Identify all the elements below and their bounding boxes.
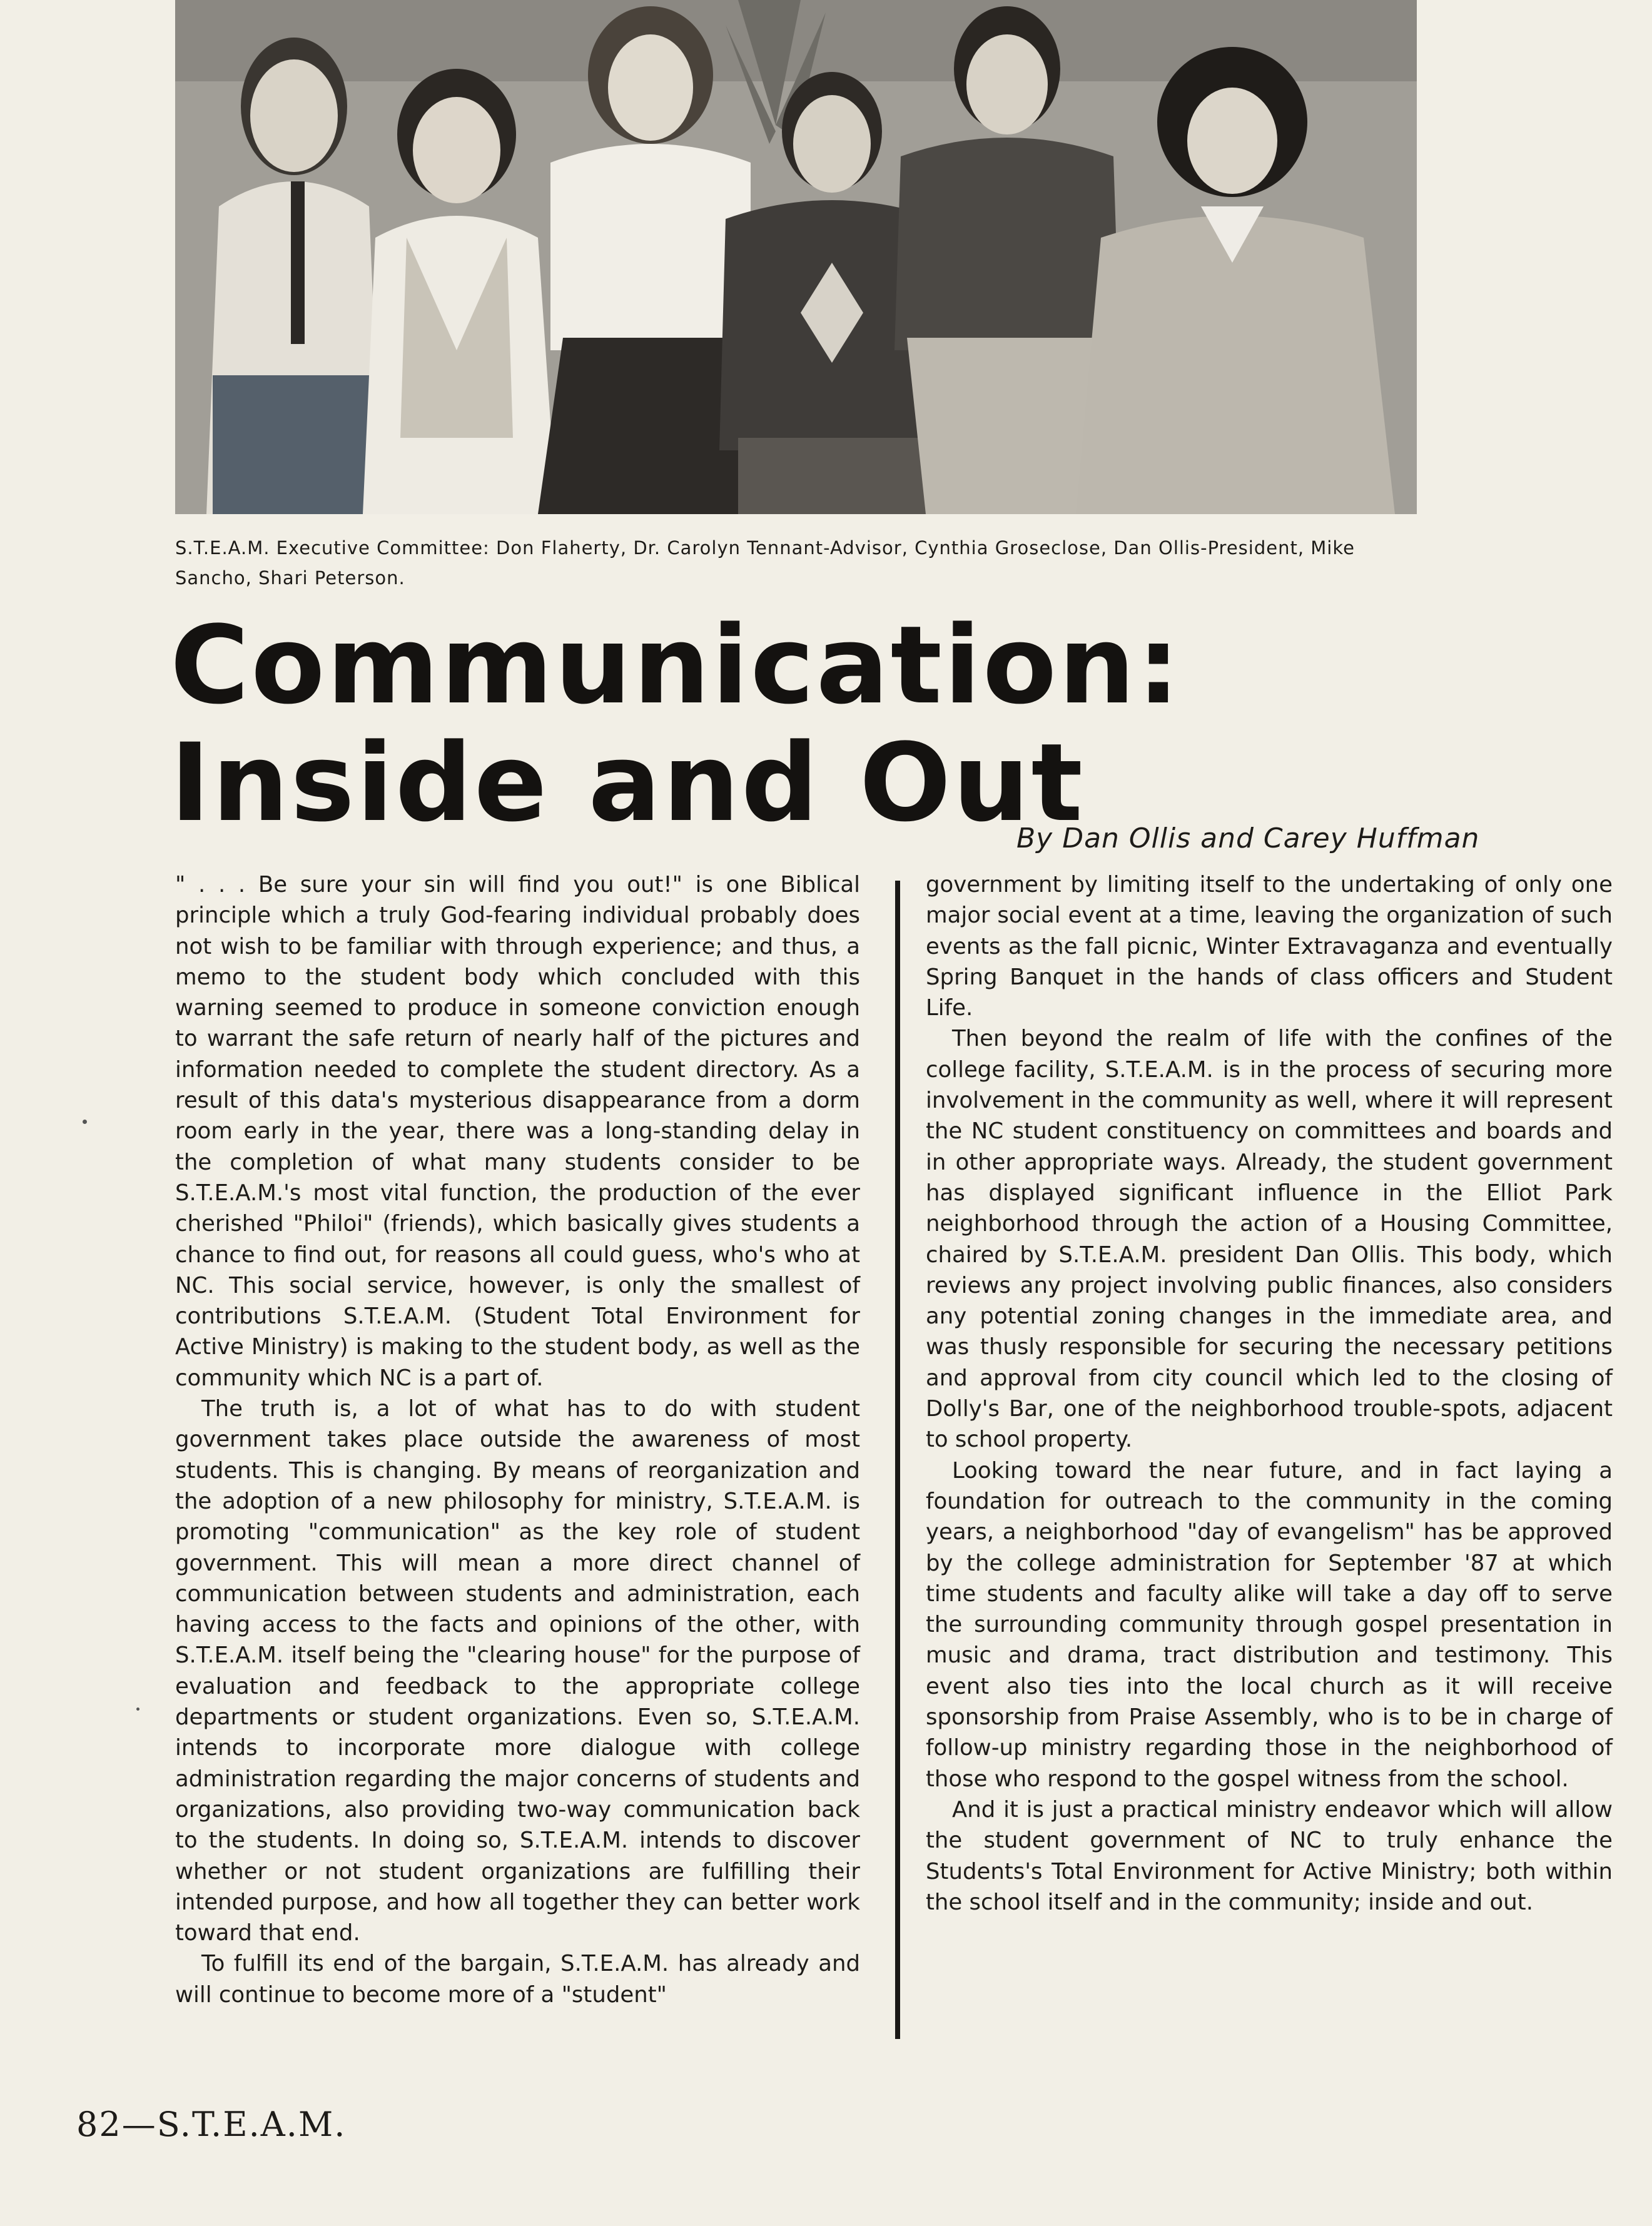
article-column-right — [926, 869, 1613, 1918]
headline-line-1: Communication: — [170, 602, 1182, 728]
print-speck — [83, 1120, 87, 1124]
headline — [170, 602, 1421, 846]
paragraph: government by limiting itself to the undertaking of only one major social event at a time, leaving the organization of such events as the fall picnic, Winter Extravaganza and eventually Spring Banquet in the hands of class officers and Student Life. — [926, 872, 1613, 1021]
page-folio: 82—S.T.E.A.M. — [76, 2105, 347, 2144]
photo-caption: S.T.E.A.M. Executive Committee: Don Flaherty, Dr. Carolyn Tennant-Advisor, Cynthia Groseclose, Dan Ollis-President, Mike Sancho, Shari Peterson. — [175, 537, 1355, 589]
paragraph: Looking toward the near future, and in fact laying a foundation for outreach to the community in the coming years, a neighborhood "day of evangelism" has be approved by the college administration for September '87 at which time students and faculty alike will take a day off to serve the surrounding community through gospel presentation in music and drama, tract distribution and testimony. This event also ties into the local church as it will receive sponsorship from Praise Assembly, who is to be in charge of follow-up ministry regarding those in the neighborhood of those who respond to the gospel witness from the school. — [926, 1457, 1613, 1792]
paragraph: Then beyond the realm of life with the confines of the college facility, S.T.E.A.M. is in the process of securing more involvement in the community as well, where it will represent the NC student constituency on committees and boards and in other appropriate ways. Already, the student government has displayed significant influence in the Elliot Park neighborhood through the action of a Housing Committee, chaired by S.T.E.A.M. president Dan Ollis. This body, which reviews any project involving public finances, also considers any potential zoning changes in the immediate area, and was thusly responsible for securing the necessary petitions and approval from city council which led to the closing of Dolly's Bar, one of the neighborhood trouble-spots, adjacent to school property. — [926, 1026, 1613, 1453]
paragraph: And it is just a practical ministry endeavor which will allow the student government of NC to truly enhance the Students's Total Environment for Active Ministry; both within the school itself and in the community; inside and out. — [926, 1796, 1613, 1915]
headline-line-2: Inside and Out — [170, 720, 1085, 846]
paragraph: The truth is, a lot of what has to do with student government takes place outside the awareness of most students. This is changing. By means of reorganization and the adoption of a new philosophy for ministry, S.T.E.A.M. is promoting "communication" as the key role of student government. This will mean a more direct channel of communication between students and administration, each having access to the facts and opinions of the other, with S.T.E.A.M. itself being the "clearing house" for the purpose of evaluation and feedback to the appropriate college departments or student organizations. Even so, S.T.E.A.M. intends to incorporate more dialogue with college administration regarding the major concerns of students and organizations, also providing two-way communication back to the students. In doing so, S.T.E.A.M. intends to discover whether or not student organizations are fulfilling their intended purpose, and how all together they can better work toward that end. — [175, 1396, 860, 1946]
paragraph: To fulfill its end of the bargain, S.T.E.A.M. has already and will continue to become more of a "student" — [175, 1951, 860, 2008]
byline: By Dan Ollis and Carey Huffman — [1016, 822, 1480, 854]
group-photo-icon — [175, 0, 1417, 514]
print-speck — [136, 1707, 139, 1711]
article-column-left — [175, 869, 860, 2010]
column-divider — [895, 881, 900, 2039]
group-photo — [175, 0, 1417, 514]
paragraph: " . . . Be sure your sin will find you out!" is one Biblical principle which a truly God-fearing individual probably does not wish to be familiar with through experience; and thus, a memo to the student body which concluded with this warning seemed to produce in someone conviction enough to warrant the safe return of nearly half of the pictures and information needed to complete the student directory. As a result of this data's mysterious disappearance from a dorm room early in the year, there was a long-standing delay in the completion of what many students consider to be S.T.E.A.M.'s most vital function, the production of the ever cherished "Philoi" (friends), which basically gives students a chance to find out, for reasons all could guess, who's who at NC. This social service, however, is only the smallest of contributions S.T.E.A.M. (Student Total Environment for Active Ministry) is making to the student body, as well as the community which NC is a part of. — [175, 872, 860, 1391]
